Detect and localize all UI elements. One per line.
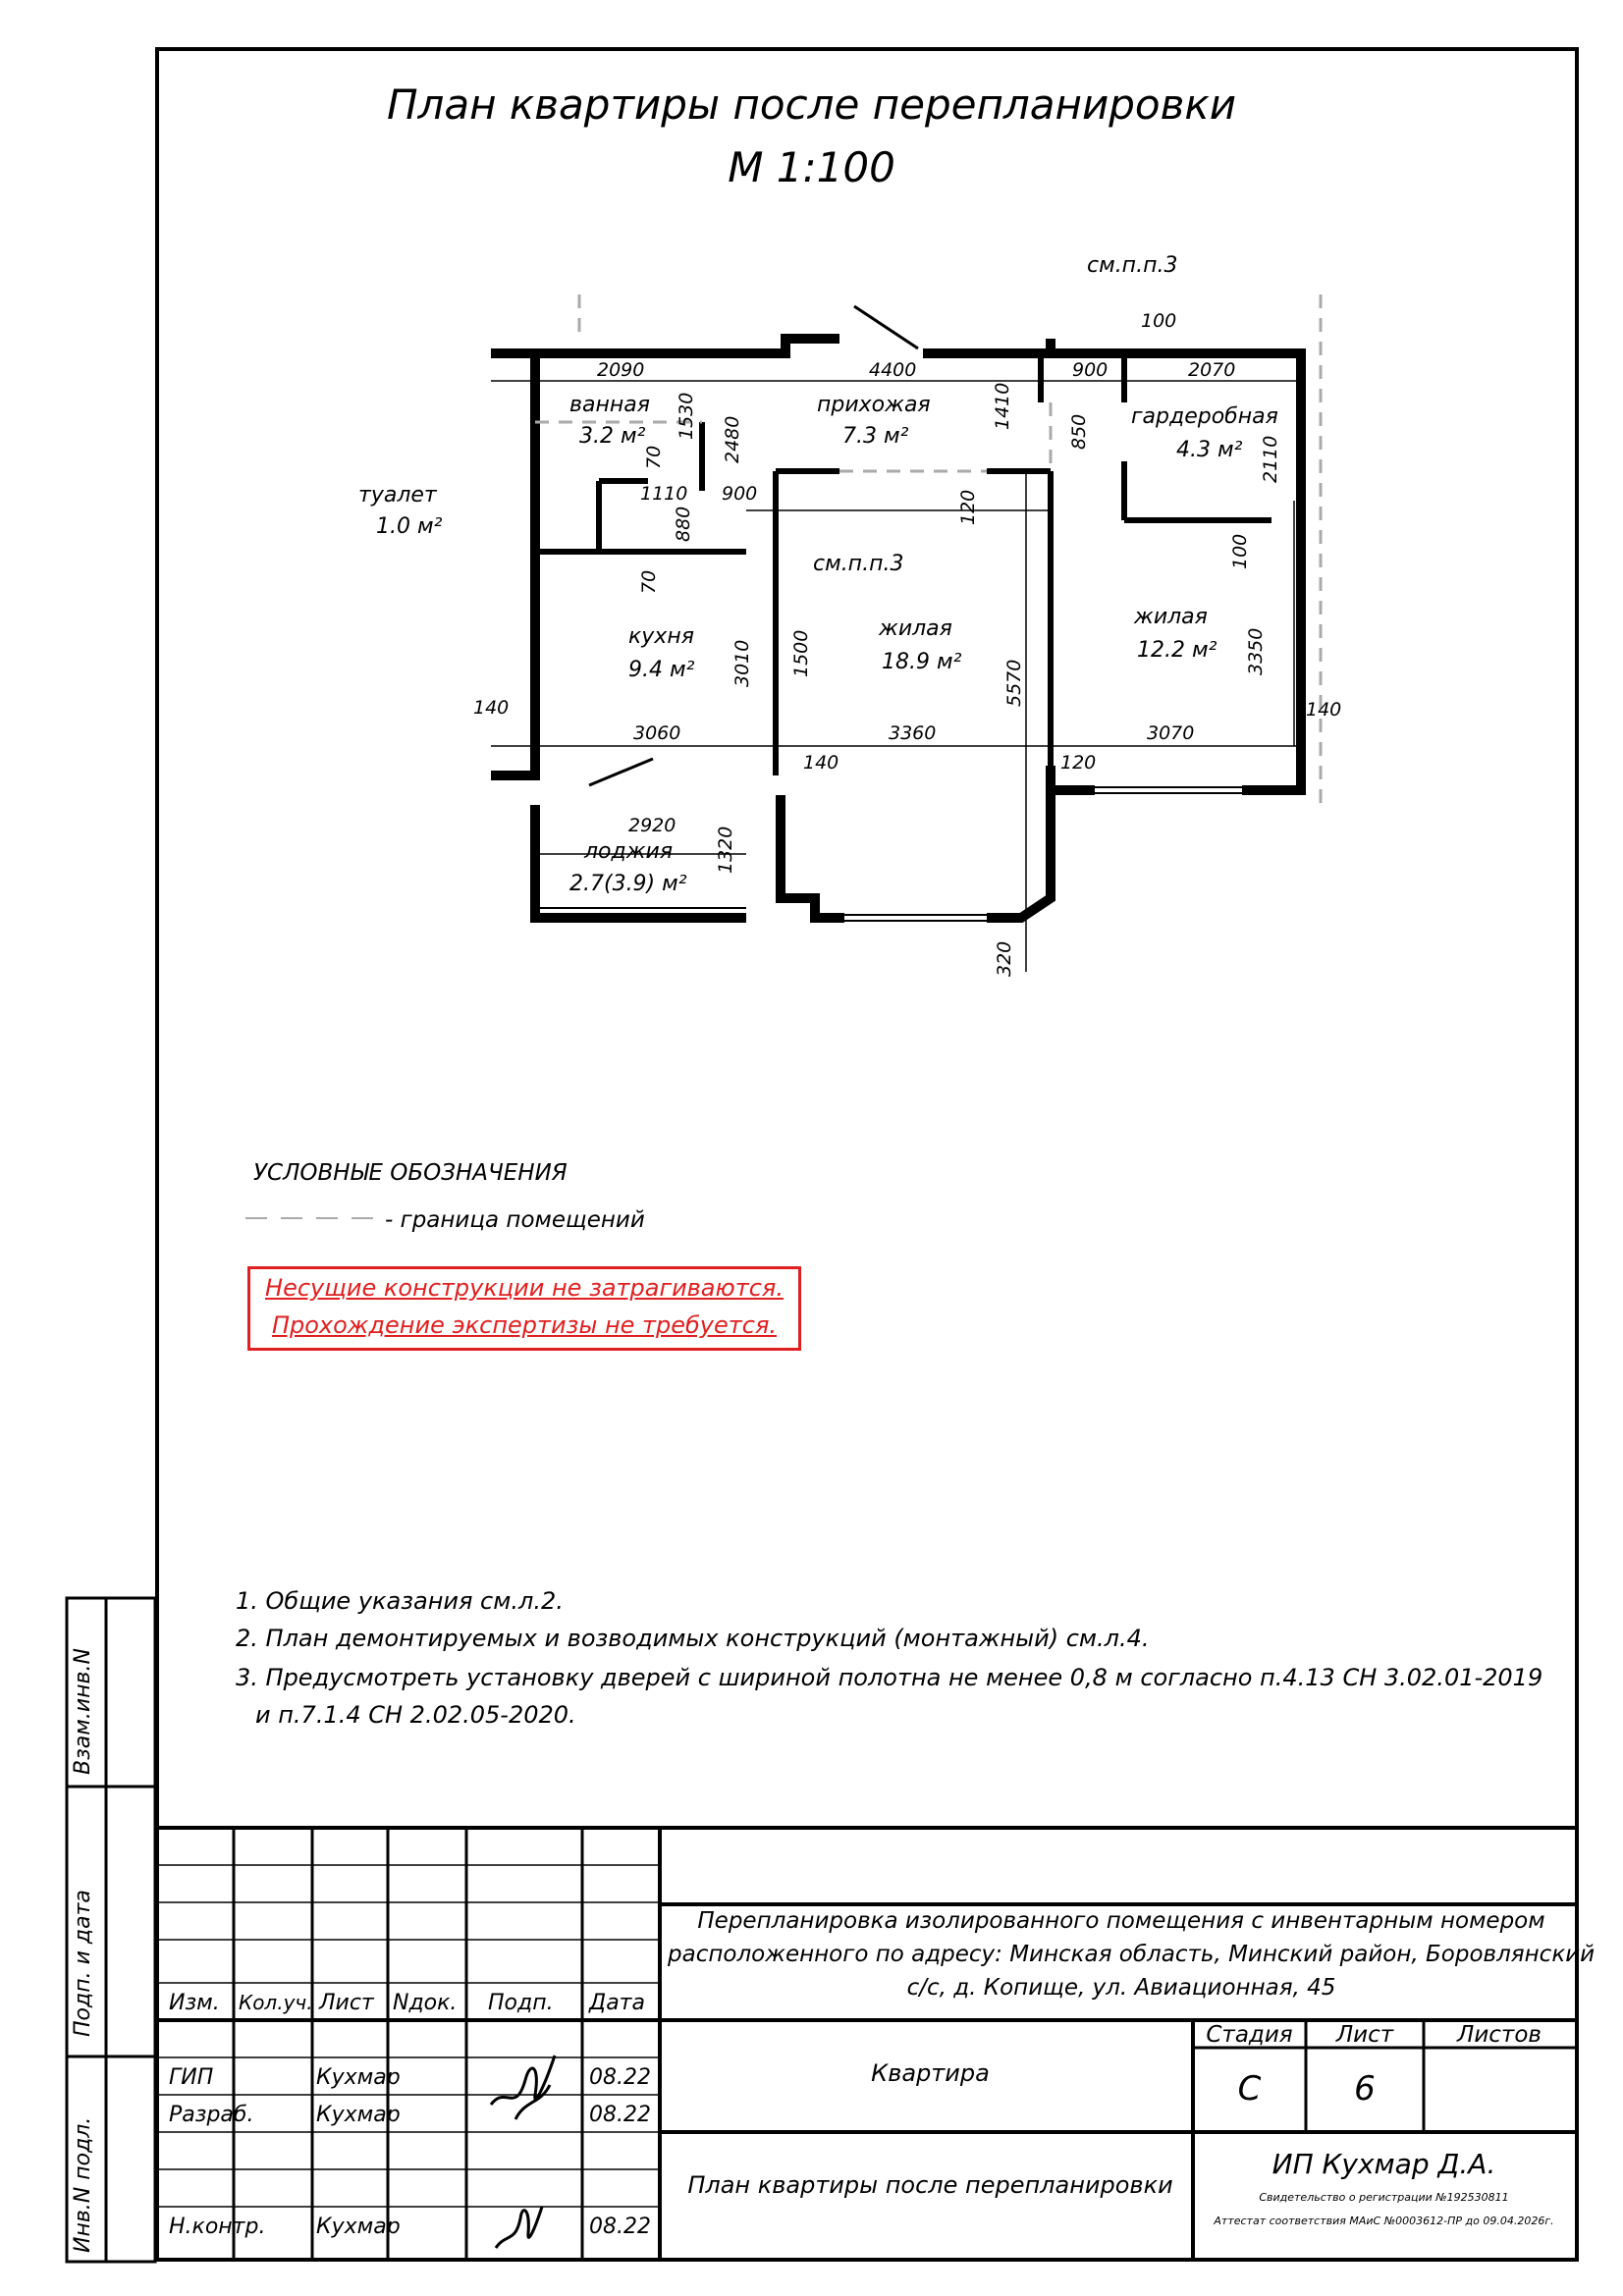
drawing-scale: М 1:100 xyxy=(728,143,895,191)
dim-label: 1410 xyxy=(992,382,1013,430)
dim-label: 3360 xyxy=(889,722,937,744)
tb-name-1: Кухмар xyxy=(316,2065,401,2090)
dim-label: 1530 xyxy=(676,392,697,440)
tb-stage-value: С xyxy=(1237,2069,1262,2109)
signature-icon xyxy=(486,2046,565,2134)
tb-project-line-3: с/с, д. Копище, ул. Авиационная, 45 xyxy=(906,1975,1336,2001)
dim-label: 1320 xyxy=(715,826,736,874)
room-wardrobe-area: 4.3 м² xyxy=(1176,438,1243,462)
tb-role-3: Н.контр. xyxy=(169,2215,266,2239)
tb-sheet-label: Лист xyxy=(1335,2022,1394,2048)
dim-label: 850 xyxy=(1068,413,1090,450)
dim-label: 2480 xyxy=(722,415,743,463)
tb-date-1: 08.22 xyxy=(589,2065,651,2090)
signature-icon xyxy=(491,2199,550,2258)
note-2: 2. План демонтируемых и возводимых конструкций (монтажный) см.л.4. xyxy=(236,1625,1150,1652)
tb-cert-2: Аттестат соответствия МАиС №0003612-ПР до 09.04.2026г. xyxy=(1214,2215,1554,2227)
room-living2-name: жилая xyxy=(1134,605,1208,629)
tb-header-date: Дата xyxy=(589,1991,645,2015)
stamp-signature-date: Подп. и дата xyxy=(71,1890,95,2037)
plan-reference-2: см.п.п.3 xyxy=(813,552,904,576)
room-wardrobe-name: гардеробная xyxy=(1131,404,1278,429)
tb-name-3: Кухмар xyxy=(316,2215,401,2239)
dim-label: 120 xyxy=(1060,752,1097,774)
tb-stage-label: Стадия xyxy=(1206,2022,1293,2048)
room-toilet-name: туалет xyxy=(358,483,437,507)
dim-label: 5570 xyxy=(1003,659,1025,707)
tb-header-doc: Nдок. xyxy=(393,1991,458,2015)
note-1: 1. Общие указания см.л.2. xyxy=(236,1587,564,1615)
tb-name-2: Кухмар xyxy=(316,2103,401,2127)
note-3-continued: и п.7.1.4 СН 2.02.05-2020. xyxy=(255,1701,576,1729)
dim-label: 3060 xyxy=(633,722,681,744)
room-bathroom-name: ванная xyxy=(569,393,650,417)
tb-cert-1: Свидетельство о регистрации №192530811 xyxy=(1259,2191,1509,2204)
dim-label: 70 xyxy=(638,569,660,594)
tb-header-count: Кол.уч. xyxy=(239,1991,313,2014)
stamp-original-inv: Инв.N подл. xyxy=(71,2116,95,2253)
tb-header-signature: Подп. xyxy=(488,1991,554,2015)
dim-label: 2920 xyxy=(628,815,676,836)
dim-label: 100 xyxy=(1229,533,1251,569)
tb-header-change: Изм. xyxy=(169,1991,220,2015)
tb-sheets-label: Листов xyxy=(1457,2022,1542,2048)
dim-label: 1500 xyxy=(790,629,812,677)
dim-label: 900 xyxy=(722,483,758,505)
tb-sheet-title: План квартиры после перепланировки xyxy=(687,2171,1173,2199)
legend-item: - граница помещений xyxy=(385,1207,645,1233)
room-hall-name: прихожая xyxy=(817,393,931,417)
dim-label: 3010 xyxy=(731,639,753,687)
tb-role-1: ГИП xyxy=(169,2065,214,2090)
dim-label: 2070 xyxy=(1188,359,1236,381)
dim-label: 140 xyxy=(803,752,839,774)
tb-header-sheet: Лист xyxy=(319,1991,374,2015)
room-loggia-area: 2.7(3.9) м² xyxy=(569,872,687,896)
plan-reference-1: см.п.п.3 xyxy=(1087,253,1178,278)
room-bathroom-area: 3.2 м² xyxy=(579,424,646,449)
room-living1-name: жилая xyxy=(879,616,952,641)
room-kitchen-name: кухня xyxy=(628,624,694,649)
dim-label: 3350 xyxy=(1245,627,1267,675)
dim-label: 2090 xyxy=(597,359,645,381)
tb-date-2: 08.22 xyxy=(589,2103,651,2127)
room-toilet-area: 1.0 м² xyxy=(376,514,443,539)
dim-label: 3070 xyxy=(1147,722,1195,744)
dim-label: 4400 xyxy=(869,359,917,381)
tb-project-line-1: Перепланировка изолированного помещения с инвентарным номером xyxy=(697,1908,1545,1934)
note-3: 3. Предусмотреть установку дверей с шириной полотна не менее 0,8 м согласно п.4.13 СН 3.02.01-2019 xyxy=(236,1664,1543,1691)
tb-object: Квартира xyxy=(871,2059,990,2087)
dim-label: 140 xyxy=(1306,699,1342,721)
tb-sheet-value: 6 xyxy=(1354,2069,1376,2109)
room-loggia-name: лоджия xyxy=(584,839,674,864)
legend-heading: УСЛОВНЫЕ ОБОЗНАЧЕНИЯ xyxy=(253,1160,568,1186)
room-kitchen-area: 9.4 м² xyxy=(628,658,695,682)
dim-label: 1110 xyxy=(640,483,688,505)
notice-line-2: Прохождение экспертизы не требуется. xyxy=(271,1311,778,1339)
tb-date-3: 08.22 xyxy=(589,2215,651,2239)
notice-line-1: Несущие конструкции не затрагиваются. xyxy=(265,1274,784,1302)
dim-label: 320 xyxy=(994,940,1015,977)
stamp-replaces-inv: Взам.инв.N xyxy=(71,1648,95,1775)
dim-label: 70 xyxy=(643,445,665,469)
dim-label: 140 xyxy=(473,697,510,719)
dim-label: 880 xyxy=(673,506,694,542)
dim-label: 120 xyxy=(957,489,979,525)
dim-label: 2110 xyxy=(1260,435,1281,483)
dim-label: 900 xyxy=(1072,359,1109,381)
dim-label: 100 xyxy=(1141,310,1177,332)
room-living1-area: 18.9 м² xyxy=(882,650,962,674)
tb-role-2: Разраб. xyxy=(169,2103,254,2127)
drawing-title: План квартиры после перепланировки xyxy=(386,80,1237,129)
room-hall-area: 7.3 м² xyxy=(842,424,909,449)
tb-project-line-2: расположенного по адресу: Минская область, Минский район, Боровлянский xyxy=(668,1942,1596,1967)
room-living2-area: 12.2 м² xyxy=(1137,638,1217,663)
tb-company: ИП Кухмар Д.А. xyxy=(1271,2148,1496,2180)
